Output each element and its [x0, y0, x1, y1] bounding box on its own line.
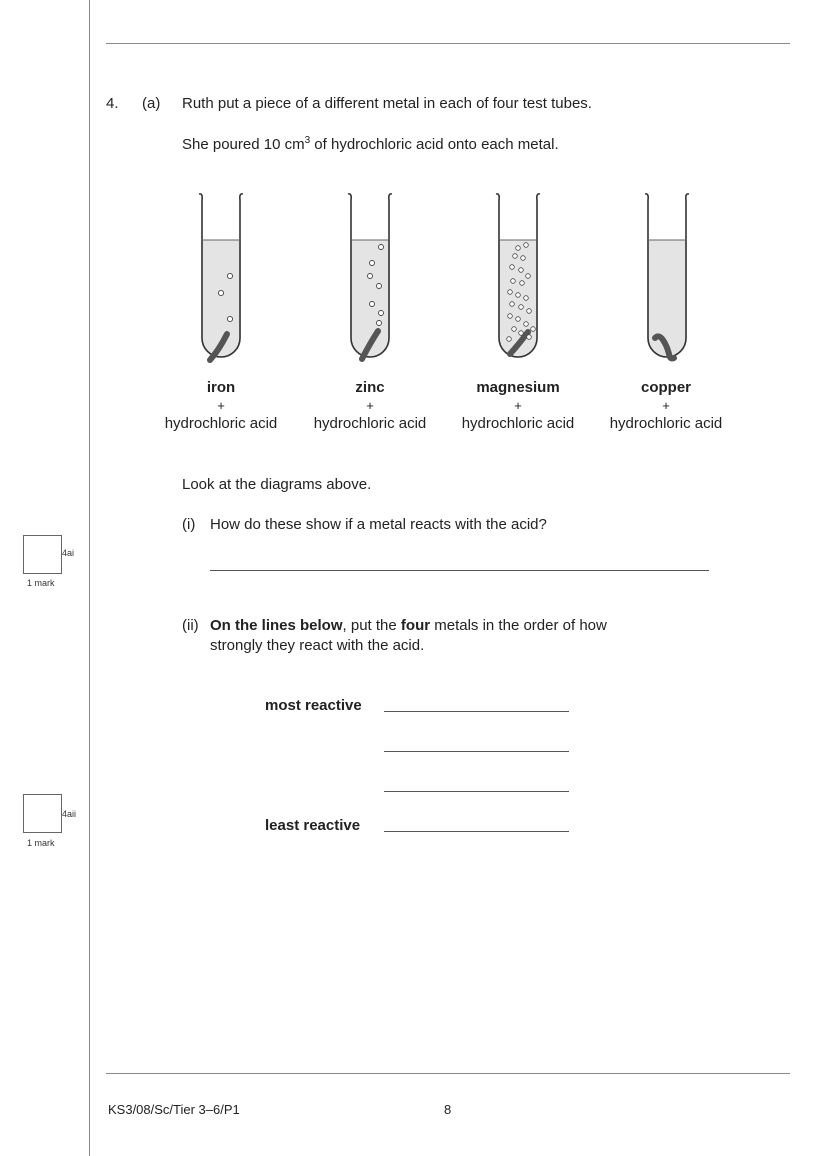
acid-iron: hydrochloric acid: [164, 415, 278, 432]
page-number: 8: [444, 1102, 452, 1117]
top-rule: [106, 43, 790, 44]
test-tubes-diagram: [140, 188, 740, 373]
bottom-rule: [106, 1073, 790, 1074]
plus-zinc: +: [366, 398, 374, 413]
question-part: (a): [142, 95, 161, 112]
label-copper: copper: [640, 379, 691, 396]
label-magnesium: magnesium: [476, 379, 560, 396]
intro-line-1: Ruth put a piece of a different metal in each of four test tubes.: [182, 95, 592, 112]
plus-magnesium: +: [514, 398, 522, 413]
answer-line-ii-3[interactable]: [384, 791, 569, 792]
mark-box-4aii[interactable]: [23, 794, 62, 833]
part-i-question: How do these show if a metal reacts with the acid?: [210, 516, 547, 533]
label-zinc: zinc: [355, 379, 385, 396]
part-ii-question-line2: strongly they react with the acid.: [210, 637, 425, 654]
mark-code-4ai: 4ai: [62, 548, 75, 558]
answer-line-ii-1[interactable]: [384, 711, 569, 712]
label-iron: iron: [206, 379, 236, 396]
most-reactive-label: most reactive: [265, 697, 362, 714]
part-i-number: (i): [182, 516, 196, 533]
acid-zinc: hydrochloric acid: [313, 415, 427, 432]
answer-line-ii-2[interactable]: [384, 751, 569, 752]
acid-magnesium: hydrochloric acid: [461, 415, 575, 432]
plus-iron: +: [217, 398, 225, 413]
mark-box-4ai[interactable]: [23, 535, 62, 574]
least-reactive-label: least reactive: [265, 817, 361, 834]
look-text: Look at the diagrams above.: [182, 476, 372, 493]
test-tube-copper: [645, 194, 689, 359]
test-tube-magnesium: [496, 194, 540, 358]
test-tube-iron: [199, 194, 243, 360]
mark-label-4aii: 1 mark: [27, 838, 55, 848]
answer-line-ii-4[interactable]: [384, 831, 569, 832]
plus-copper: +: [662, 398, 670, 413]
footer-code: KS3/08/Sc/Tier 3–6/P1: [108, 1102, 240, 1117]
mark-label-4ai: 1 mark: [27, 578, 55, 588]
question-number: 4.: [106, 95, 119, 112]
mark-code-4aii: 4aii: [62, 809, 77, 819]
answer-line-i[interactable]: [210, 570, 709, 571]
intro-line-2: She poured 10 $cm^3$ of hydrochloric acid onto each metal.: [182, 135, 559, 153]
acid-copper: hydrochloric acid: [609, 415, 723, 432]
part-ii-question-line1: On the lines below, put the four metals in the order of how: [210, 617, 607, 634]
part-ii-number: (ii): [182, 617, 199, 634]
margin-line: [89, 0, 90, 1156]
test-tube-zinc: [348, 194, 392, 359]
